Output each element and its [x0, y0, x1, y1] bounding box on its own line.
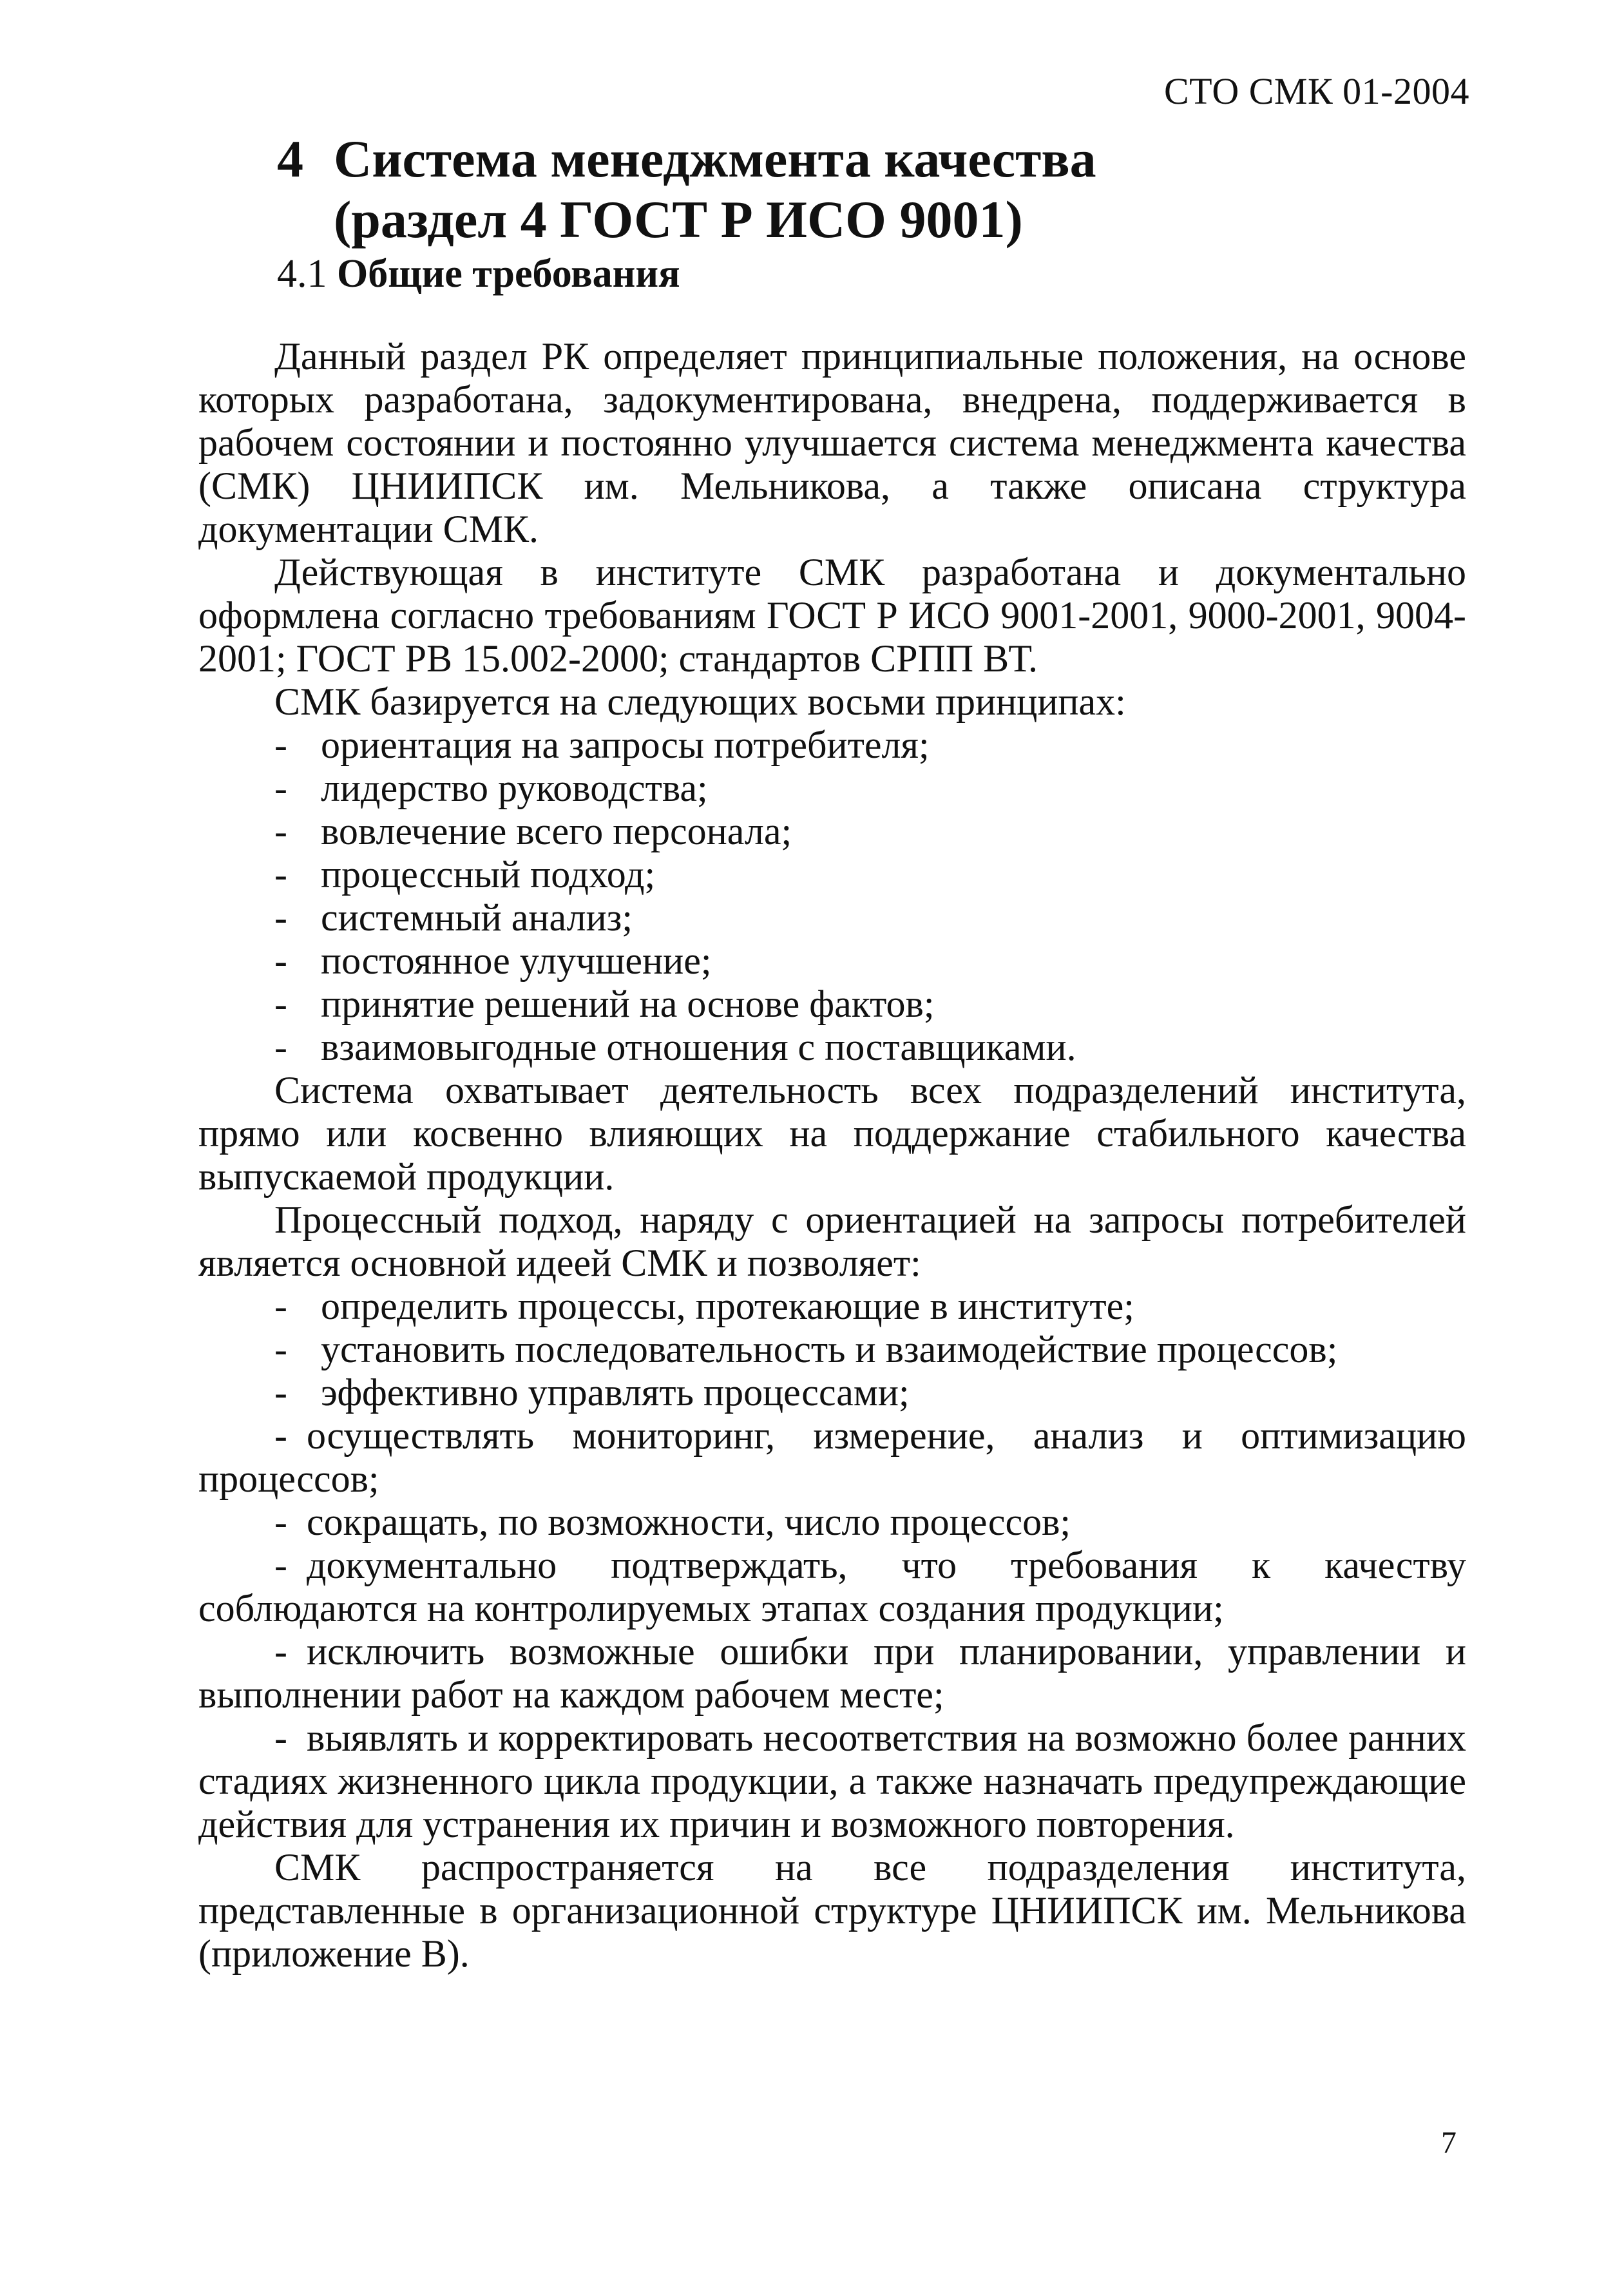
- list-item: - сокращать, по возможности, число процессов;: [274, 1501, 1071, 1543]
- list-dash: -: [274, 1371, 287, 1414]
- list-item: - процессный подход;: [274, 853, 656, 896]
- list-item: - вовлечение всего персонала;: [274, 810, 792, 852]
- list-item: - принятие решений на основе фактов;: [274, 983, 935, 1025]
- list-item: - лидерство руководства;: [274, 767, 708, 809]
- list-dash: -: [274, 1414, 287, 1457]
- subsection-heading: [277, 251, 680, 297]
- list-item: - системный анализ;: [274, 896, 633, 939]
- list-item: - выявлять и корректировать несоответствия на возможно более ранних стадиях жизненного цикла продукции, а также назначать предупреждающие действия для устранения их причин и возможного повторения.: [198, 1716, 1466, 1845]
- list-dash: -: [274, 1328, 287, 1370]
- section-number: 4: [277, 130, 303, 188]
- document-code: СТО СМК 01-2004: [1164, 70, 1469, 112]
- list-dash: -: [274, 724, 287, 766]
- subsection-title: Общие требования: [337, 252, 680, 296]
- section-title-line1: Система менеджмента качества: [334, 130, 1096, 188]
- section-heading: [277, 129, 1372, 250]
- list-dash: -: [274, 1544, 287, 1586]
- list-dash: -: [274, 767, 287, 809]
- paragraph-coverage: СМК распространяется на все подразделения института, представленные в организационной структуре ЦНИИПСК им. Мельникова (приложение В).: [198, 1846, 1466, 1975]
- list-item: - осуществлять мониторинг, измерение, анализ и оптимизацию процессов;: [198, 1414, 1466, 1500]
- list-item: - установить последовательность и взаимодействие процессов;: [274, 1328, 1338, 1370]
- paragraph-standards: Действующая в институте СМК разработана и документально оформлена согласно требованиям ГОСТ Р ИСО 9001-2001, 9000-2001, 9004-2001; ГОСТ РВ 15.002-2000; стандартов СРПП ВТ.: [198, 551, 1466, 680]
- subsection-number: 4.1: [277, 252, 327, 296]
- paragraph-principles-intro: СМК базируется на следующих восьми принципах:: [274, 680, 1126, 723]
- section-title-line2: (раздел 4 ГОСТ Р ИСО 9001): [334, 190, 1023, 249]
- principles-list: [198, 724, 1466, 1069]
- paragraph-scope-activity: Система охватывает деятельность всех подразделений института, прямо или косвенно влияющих на поддержание стабильного качества выпускаемой продукции.: [198, 1069, 1466, 1198]
- list-dash: -: [274, 810, 287, 852]
- paragraph-process-approach: Процессный подход, наряду с ориентацией на запросы потребителей является основной идеей СМК и позволяет:: [198, 1198, 1466, 1284]
- list-dash: -: [274, 853, 287, 896]
- list-item: - постоянное улучшение;: [274, 939, 712, 982]
- list-dash: -: [274, 1501, 287, 1543]
- list-dash: -: [274, 1630, 287, 1673]
- list-dash: -: [274, 1285, 287, 1327]
- list-dash: -: [274, 939, 287, 982]
- document-body: [198, 335, 1466, 1976]
- paragraph-intro: Данный раздел РК определяет принципиальные положения, на основе которых разработана, задокументирована, внедрена, поддерживается в рабочем состоянии и постоянно улучшается система менеджмента качества (СМК) ЦНИИПСК им. Мельникова, а также описана структура документации СМК.: [198, 335, 1466, 550]
- list-item: - ориентация на запросы потребителя;: [274, 724, 930, 766]
- list-dash: -: [274, 1716, 287, 1759]
- list-dash: -: [274, 896, 287, 939]
- approach-list: [198, 1285, 1466, 1846]
- page-number: 7: [1441, 2126, 1457, 2160]
- list-item: - исключить возможные ошибки при планировании, управлении и выполнении работ на каждом рабочем месте;: [198, 1630, 1466, 1716]
- list-item: - взаимовыгодные отношения с поставщиками.: [274, 1026, 1076, 1068]
- list-item: - определить процессы, протекающие в институте;: [274, 1285, 1134, 1327]
- list-dash: -: [274, 983, 287, 1025]
- list-item: - документально подтверждать, что требования к качеству соблюдаются на контролируемых этапах создания продукции;: [198, 1544, 1466, 1630]
- list-dash: -: [274, 1026, 287, 1068]
- list-item: - эффективно управлять процессами;: [274, 1371, 910, 1414]
